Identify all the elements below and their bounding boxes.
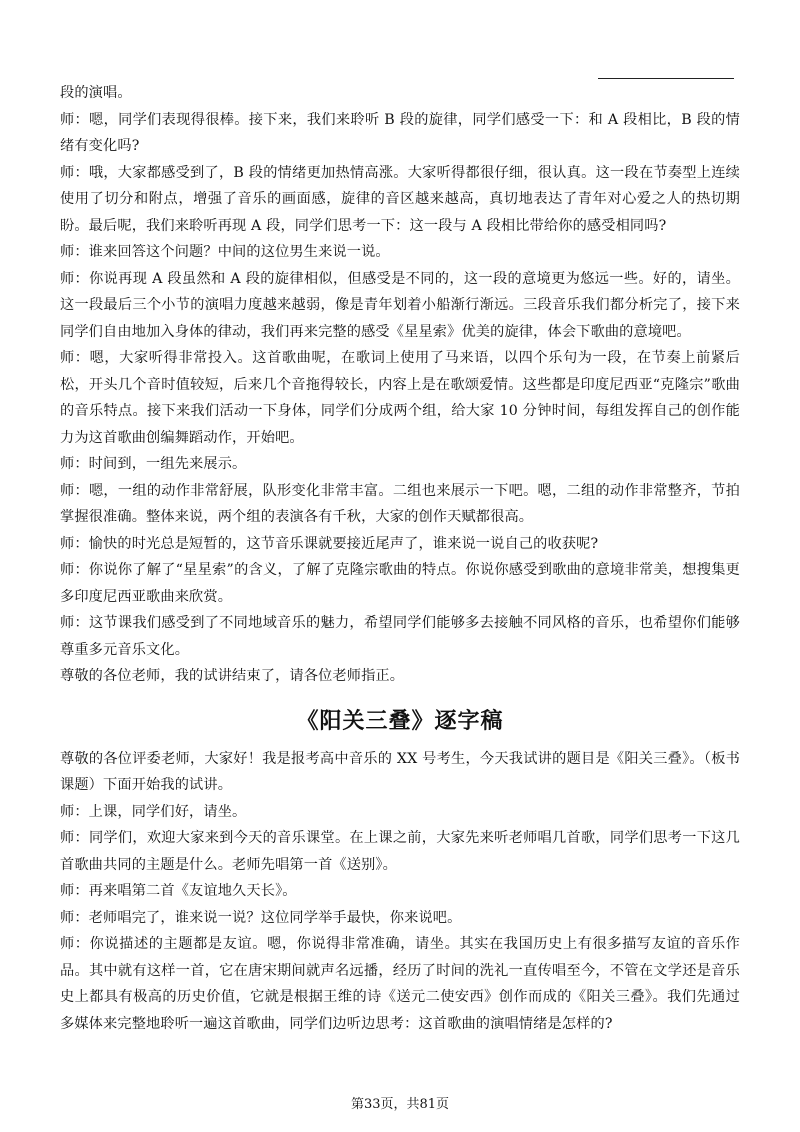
paragraph: 师：时间到，一组先来展示。 xyxy=(60,456,247,472)
page-number: 第33页，共81页 xyxy=(350,1097,450,1112)
paragraph: 师：这节课我们感受到了不同地域音乐的魅力，希望同学们能够多去接触不同风格的音乐，也希望你们能够尊重多元音乐文化。 xyxy=(60,615,740,658)
paragraph: 师：嗯，同学们表现得很棒。接下来，我们来聆听 B 段的旋律，同学们感受一下：和 A 段相比，B 段的情绪有变化吗? xyxy=(60,111,740,154)
document-body xyxy=(60,80,740,1037)
paragraph: 师：哦，大家都感受到了，B 段的情绪更加热情高涨。大家听得都很仔细，很认真。这一段在节奏型上连续使用了切分和附点，增强了音乐的画面感，旋律的音区越来越高，真切地表达了青年对心爱之人的热切期盼。最后呢，我们来聆听再现 A 段，同学们思考一下：这一段与 A 段相比带给你的感受相同吗? xyxy=(60,164,740,234)
paragraph: 师：上课，同学们好，请坐。 xyxy=(60,803,247,820)
paragraph: 师：再来唱第二首《友谊地久天长》。 xyxy=(60,883,297,899)
paragraph: 师：你说你了解了“星星索”的含义，了解了克隆宗歌曲的特点。你说你感受到歌曲的意境非常美，想搜集更多印度尼西亚歌曲来欣赏。 xyxy=(60,562,740,605)
paragraph: 尊敬的各位评委老师，大家好！我是报考高中音乐的 XX 号考生，今天我试讲的题目是《阳关三叠》。（板书课题）下面开始我的试讲。 xyxy=(60,750,740,793)
paragraph: 师：老师唱完了，谁来说一说？这位同学举手最快，你来说吧。 xyxy=(60,909,462,926)
closing-paragraph: 尊敬的各位老师，我的试讲结束了，请各位老师指正。 xyxy=(60,668,405,684)
paragraph: 段的演唱。 xyxy=(60,85,132,101)
paragraph: 师：嗯，大家听得非常投入。这首歌曲呢，在歌词上使用了马来语，以四个乐句为一段，在节奏上前紧后松，开头几个音时值较短，后来几个音拖得较长，内容上是在歌颂爱情。这些都是印度尼西亚“克隆宗”歌曲的音乐特点。接下来我们活动一下身体，同学们分成两个组，给大家 10 分钟时间，每组发挥自己的创作能力为这首歌曲创编舞蹈动作，开始吧。 xyxy=(60,350,740,446)
paragraph: 师：你说描述的主题都是友谊。嗯，你说得非常准确，请坐。其实在我国历史上有很多描写友谊的音乐作品。其中就有这样一首，它在唐宋期间就声名远播，经历了时间的洗礼一直传唱至今，不管在文学还是音乐史上都具有极高的历史价值，它就是根据王维的诗《送元二使安西》创作而成的《阳关三叠》。我们先通过多媒体来完整地聆听一遍这首歌曲，同学们边听边思考：这首歌曲的演唱情绪是怎样的? xyxy=(60,936,740,1032)
paragraph: 师：嗯，一组的动作非常舒展，队形变化非常丰富。二组也来展示一下吧。嗯，二组的动作非常整齐，节拍掌握很准确。整体来说，两个组的表演各有千秋，大家的创作天赋都很高。 xyxy=(60,482,740,525)
paragraph: 师：愉快的时光总是短暂的，这节音乐课就要接近尾声了，谁来说一说自己的收获呢? xyxy=(60,535,599,552)
paragraph: 师：你说再现 A 段虽然和 A 段的旋律相似，但感受是不同的，这一段的意境更为悠远一些。好的，请坐。这一段最后三个小节的演唱力度越来越弱，像是青年划着小船渐行渐远。三段音乐我们都分析完了，接下来同学们自由地加入身体的律动，我们再来完整的感受《星星索》优美的旋律，体会下歌曲的意境吧。 xyxy=(60,270,740,340)
header-rule xyxy=(598,78,734,79)
paragraph: 师：谁来回答这个问题？中间的这位男生来说一说。 xyxy=(60,244,390,260)
paragraph: 师：同学们，欢迎大家来到今天的音乐课堂。在上课之前，大家先来听老师唱几首歌，同学们思考一下这几首歌曲共同的主题是什么。老师先唱第一首《送别》。 xyxy=(60,830,740,873)
section-title: 《阳关三叠》逐字稿 xyxy=(296,708,504,734)
